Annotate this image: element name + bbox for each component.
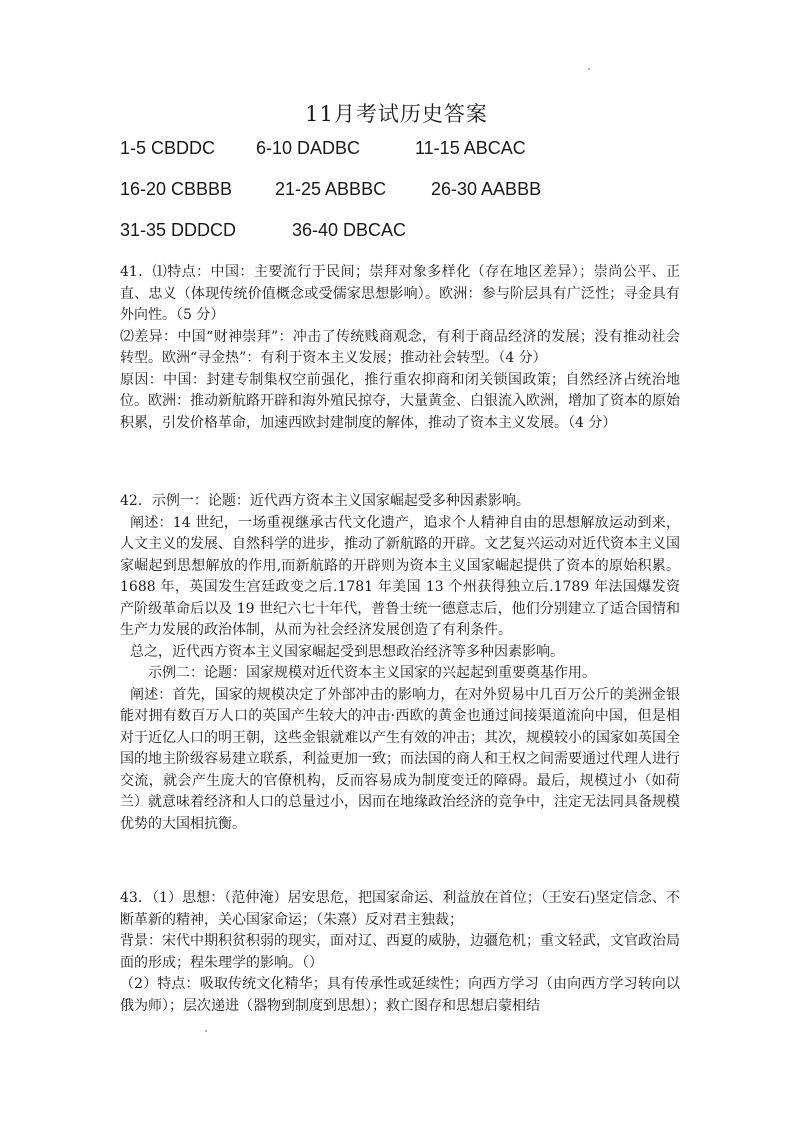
question-42-answer [120,491,680,835]
q43-part2: （2）特点：吸取传统文化精华；具有传承性或延续性；向西方学习（由向西方学习转向以俄为师）；层次递进（器物到制度到思想）；救亡图存和思想启蒙相结 [120,976,680,1014]
q42-example2-body: 阐述：首先，国家的规模决定了外部冲击的影响力，在对外贸易中几百万公斤的美洲金银能对拥有数百万人口的英国产生较大的冲击·西欧的黄金也通过间接渠道流向中国，但是相对于近亿人口的明王朝，这些金银就难以产生有效的冲击；其次，规模较小的国家如英国全国的地主阶级容易建立联系，利益更加一致；而法国的商人和王权之间需要通过代理人进行交流，就会产生庞大的官僚机构，反而容易成为制度变迁的障碍。最后，规模过小（如荷兰）就意味着经济和人口的总量过小，因而在地缘政治经济的竞争中，注定无法同具备规模优势的大国相抗衡。 [120,686,680,832]
scan-speck [588,68,590,70]
answer-group: 26-30 AABBB [431,179,542,199]
q42-example1-conclusion: 总之，近代西方资本主义国家崛起受到思想政治经济等多种因素影响。 [130,643,564,660]
q42-example2-thesis: 示例二：论题：国家规模对近代资本主义国家的兴起起到重要奠基作用。 [148,665,596,681]
q41-part2: ⑵差异：中国“财神崇拜”：冲击了传统贱商观念，有利于商品经济的发展；没有推动社会转型。欧洲“寻金热”：有利于资本主义发展；推动社会转型。（4 分） [120,328,680,366]
question-41-answer [120,262,680,434]
answer-group: 6-10 DADBC [256,138,361,158]
answer-group: 11-15 ABCAC [415,138,526,158]
q41-reason: 原因：中国：封建专制集权空前强化，推行重农抑商和闭关锁国政策；自然经济占统治地位。欧洲：推动新航路开辟和海外殖民掠夺，大量黄金、白银流入欧洲，增加了资本的原始积累，引发价格革命，加速西欧封建制度的解体，推动了资本主义发展。（4 分） [120,371,680,431]
answer-group: 36-40 DBCAC [292,220,407,240]
answer-group: 21-25 ABBBC [275,179,387,199]
answer-group: 31-35 DDDCD [120,220,237,240]
q43-part1-thought: 43．（1）思想：（范仲淹）居安思危，把国家命运、利益放在首位；（王安石)坚定信念、不断革新的精神，关心国家命运；（朱熹）反对君主独裁； [120,890,680,928]
q43-part1-background: 背景：宋代中期积贫积弱的现实，面对辽、西夏的威胁，边疆危机；重文轻武，文官政治局面的形成；程朱理学的影响。（） [120,933,680,971]
q42-example1-body: 阐述：14 世纪，一场重视继承古代文化遗产，追求个人精神自由的思想解放运动到来，人文主义的发展、自然科学的进步，推动了新航路的开辟。文艺复兴运动对近代资本主义国家崛起到思想解放的作用,而新航路的开辟则为资本主义国家崛起提供了资本的原始积累。1688 年，英国发生宫廷政变之后.1781 年美国 13 个州获得独立后.1789 年法国爆发资产阶级革命后以及 19 世纪六七十年代，普鲁士统一德意志后，他们分别建立了适合国情和生产力发展的政治体制，从而为社会经济发展创造了有利条件。 [120,514,680,638]
question-43-answer [120,888,680,1017]
q41-part1: 41．⑴特点：中国：主要流行于民间；崇拜对象多样化（存在地区差异）；崇尚公平、正直、忠义（体现传统价值概念或受儒家思想影响）。欧洲：参与阶层具有广泛性；寻金具有外向性。（5 分） [120,264,680,323]
q42-example1-thesis: 42．示例一：论题：近代西方资本主义国家崛起受多种因素影响。 [120,493,530,509]
answer-group: 1-5 CBDDC [120,138,216,158]
page-title: 11月考试历史答案 [305,102,488,126]
answer-group: 16-20 CBBBB [120,179,233,199]
scan-speck [205,1030,207,1032]
